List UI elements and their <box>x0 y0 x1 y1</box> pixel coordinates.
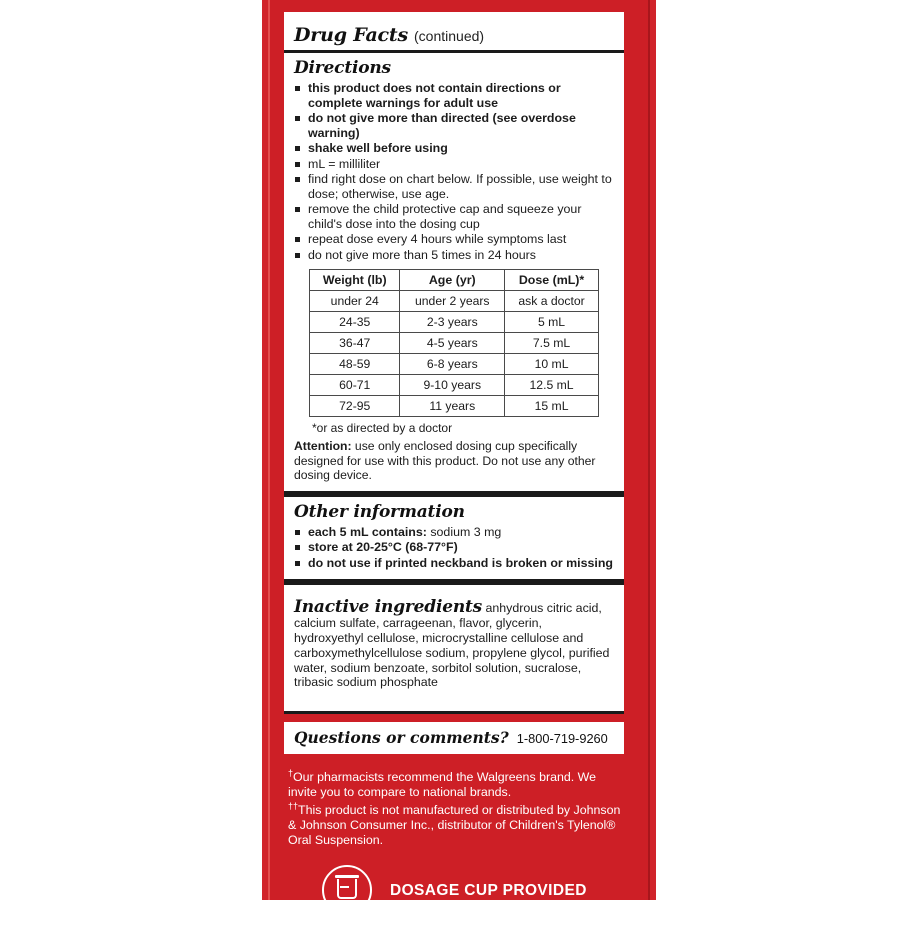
attention-note <box>294 439 614 483</box>
footnote-2-mark: †† <box>288 801 299 812</box>
drug-facts-header <box>284 12 624 53</box>
drug-facts-panel <box>284 12 624 714</box>
cell-dose: 7.5 mL <box>505 333 599 354</box>
cell-age: under 2 years <box>400 291 505 312</box>
cell-age: 9-10 years <box>400 375 505 396</box>
questions-phone[interactable]: 1-800-719-9260 <box>516 731 608 746</box>
table-row <box>310 333 599 354</box>
cell-dose: 15 mL <box>505 396 599 417</box>
cell-age: 4-5 years <box>400 333 505 354</box>
list-item: shake well before using <box>294 141 614 156</box>
cell-dose: ask a doctor <box>505 291 599 312</box>
column-header-weight: Weight (lb) <box>310 270 400 291</box>
gluten-free-label: Gluten Free <box>290 923 363 938</box>
inactive-ingredients-paragraph <box>294 597 614 690</box>
footnote-1-text: Our pharmacists recommend the Walgreens brand. We invite you to compare to national brands. <box>288 770 597 799</box>
continued-label: (continued) <box>414 28 485 44</box>
table-row <box>310 375 599 396</box>
cell-dose: 12.5 mL <box>505 375 599 396</box>
list-item: repeat dose every 4 hours while symptoms last <box>294 232 614 247</box>
cell-weight: 36-47 <box>310 333 400 354</box>
dosage-cup-glyph <box>337 879 357 899</box>
questions-title: Questions or comments? <box>294 728 509 747</box>
inactive-ingredients-text: anhydrous citric acid, calcium sulfate, carrageenan, flavor, glycerin, hydroxyethyl cellulose, microcrystalline cellulose and carboxymethylcellulose sodium, propylene glycol, purified water, sodium benzoate, sorbitol solution, sucralose, tribasic sodium phosphate <box>294 601 610 690</box>
footnote-1-mark: † <box>288 768 294 778</box>
directions-title: Directions <box>294 58 391 78</box>
table-header-row <box>310 270 599 291</box>
cell-age: 2-3 years <box>400 312 505 333</box>
list-item: each 5 mL contains: sodium 3 mg <box>294 525 614 540</box>
directions-section <box>284 53 624 497</box>
attention-text: use only enclosed dosing cup specifically designed for use with this product. Do not use any other dosing device. <box>294 439 596 482</box>
attention-label: Attention: <box>294 439 352 453</box>
cell-weight: 24-35 <box>310 312 400 333</box>
cell-age: 11 years <box>400 396 505 417</box>
table-row <box>310 312 599 333</box>
cell-dose: 5 mL <box>505 312 599 333</box>
list-item: do not use if printed neckband is broken or missing <box>294 556 614 571</box>
footnote-2 <box>288 799 628 847</box>
other-information-section <box>284 497 624 586</box>
inactive-ingredients-title: Inactive ingredients <box>294 597 483 618</box>
list-item-label: each 5 mL contains: <box>308 524 427 539</box>
table-row <box>310 396 599 417</box>
footnote-1 <box>288 766 628 799</box>
list-item: find right dose on chart below. If possible, use weight to dose; otherwise, use age. <box>294 172 614 201</box>
dosage-cup-row <box>322 865 587 917</box>
list-item: do not give more than directed (see overdose warning) <box>294 111 614 140</box>
column-header-dose: Dose (mL)* <box>505 270 599 291</box>
cell-weight: 48-59 <box>310 354 400 375</box>
table-row <box>310 291 599 312</box>
page-title: Drug Facts <box>294 24 409 46</box>
cell-dose: 10 mL <box>505 354 599 375</box>
column-header-age: Age (yr) <box>400 270 505 291</box>
other-information-title: Other information <box>294 501 465 522</box>
footnote-2-text: This product is not manufactured or distributed by Johnson & Johnson Consumer Inc., distributor of Children's Tylenol® Oral Suspension. <box>288 803 621 847</box>
product-package <box>262 0 656 938</box>
footnotes <box>288 766 628 847</box>
cell-weight: 72-95 <box>310 396 400 417</box>
dosage-cup-icon <box>322 865 376 917</box>
other-information-list <box>294 525 614 571</box>
list-item: do not give more than 5 times in 24 hours <box>294 248 614 263</box>
cell-weight: under 24 <box>310 291 400 312</box>
dosage-cup-label: DOSAGE CUP PROVIDED <box>390 882 587 899</box>
list-item: this product does not contain directions or complete warnings for adult use <box>294 81 614 110</box>
cell-weight: 60-71 <box>310 375 400 396</box>
list-item: mL = milliliter <box>294 157 614 172</box>
cell-age: 6-8 years <box>400 354 505 375</box>
list-item: store at 20-25°C (68-77°F) <box>294 540 614 555</box>
table-row <box>310 354 599 375</box>
directions-list <box>294 81 614 262</box>
questions-box <box>284 722 624 754</box>
table-footnote: *or as directed by a doctor <box>312 421 453 435</box>
dosing-table <box>309 269 599 417</box>
list-item: remove the child protective cap and squeeze your child's dose into the dosing cup <box>294 202 614 231</box>
inactive-ingredients-section <box>284 585 624 714</box>
